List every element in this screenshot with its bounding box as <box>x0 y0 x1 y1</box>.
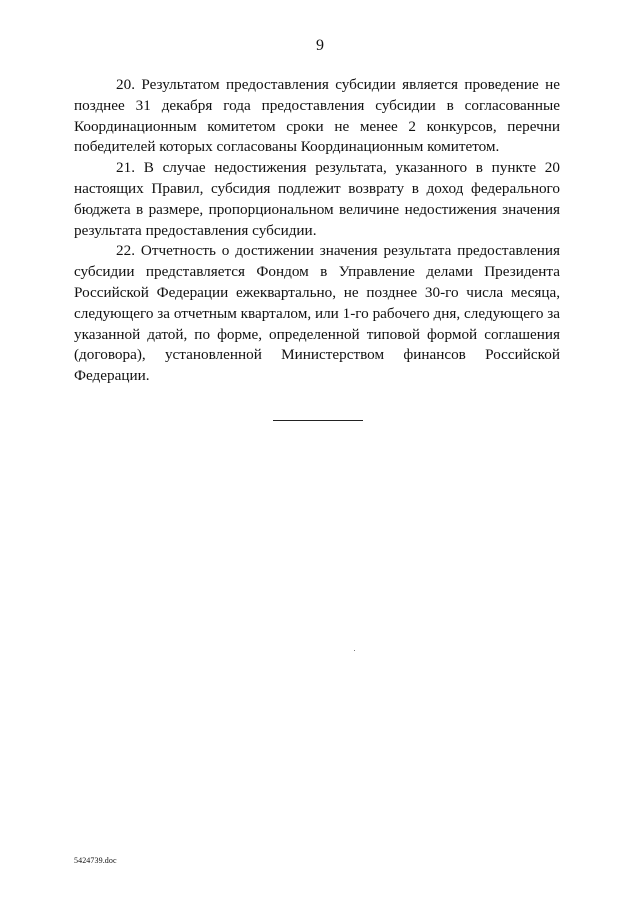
end-of-document-divider <box>273 420 363 421</box>
paragraph-22: 22. Отчетность о достижении значения результата предоставления субсидии представляется Фондом в Управление делами Президента Российской Федерации ежеквартально, не позднее 30-го числа месяца, следующего за отчетным кварталом, или 1-го рабочего дня, следующего за указанной датой, по форме, определенной типовой формой соглашения (договора), установленной Министерством финансов Российской Федерации. <box>74 242 560 385</box>
paragraph-20: 20. Результатом предоставления субсидии является проведение не позднее 31 декабря года предоставления субсидии в согласованные Координационным комитетом сроки не менее 2 конкурсов, перечни победителей которых согласованы Координационным комитетом. <box>74 76 560 156</box>
page-number: 9 <box>316 37 324 54</box>
paragraph-21: 21. В случае недостижения результата, указанного в пункте 20 настоящих Правил, субсидия подлежит возврату в доход федерального бюджета в размере, пропорциональном величине недостижения значения результата предоставления субсидии. <box>74 159 560 239</box>
document-body <box>74 75 560 387</box>
scan-speck <box>354 650 355 651</box>
file-id-footer: 5424739.doc <box>74 856 117 865</box>
